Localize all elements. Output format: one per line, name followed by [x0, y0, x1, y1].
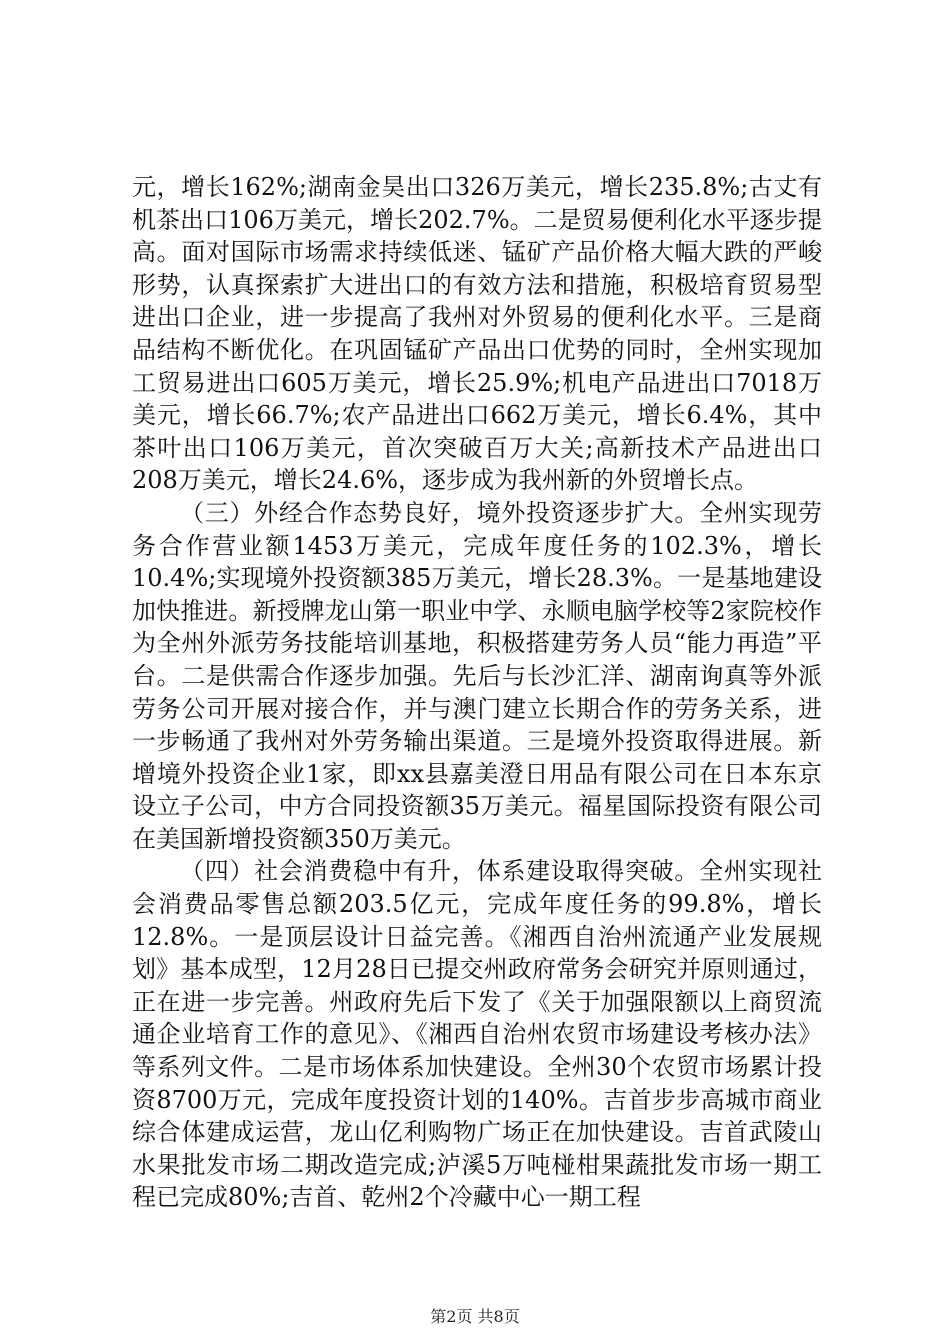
paragraph-foreign-trade: 元，增长162%;湖南金昊出口326万美元，增长235.8%;古丈有机茶出口106万美元，增长202.7%。二是贸易便利化水平逐步提高。面对国际市场需求持续低迷、锰矿产品价格大幅大跌的严峻形势，认真探索扩大进出口的有效方法和措施，积极培育贸易型进出口企业，进一步提高了我州对外贸易的便利化水平。三是商品结构不断优化。在巩固锰矿产品出口优势的同时，全州实现加工贸易进出口605万美元，增长25.9%;机电产品进出口7018万美元，增长66.7%;农产品进出口662万美元，增长6.4%，其中茶叶出口106万美元，首次突破百万大关;高新技术产品进出口208万美元，增长24.6%，逐步成为我州新的外贸增长点。	[132, 173, 822, 495]
page-footer: 第2页 共8页	[430, 1307, 520, 1326]
body-text	[132, 171, 822, 1214]
paragraph-section-four: （四）社会消费稳中有升，体系建设取得突破。全州实现社会消费品零售总额203.5亿元，完成年度任务的99.8%，增长12.8%。一是顶层设计日益完善。《湘西自治州流通产业发展规划》基本成型，12月28日已提交州政府常务会研究并原则通过，正在进一步完善。州政府先后下发了《关于加强限额以上商贸流通企业培育工作的意见》、《湘西自治州农贸市场建设考核办法》等系列文件。二是市场体系加快建设。全州30个农贸市场累计投资8700万元，完成年度投资计划的140%。吉首步步高城市商业综合体建成运营，龙山亿利购物广场正在加快建设。吉首武陵山水果批发市场二期改造完成;泸溪5万吨椪柑果蔬批发市场一期工程已完成80%;吉首、乾州2个冷藏中心一期工程	[132, 857, 822, 1212]
paragraph-section-three: （三）外经合作态势良好，境外投资逐步扩大。全州实现劳务合作营业额1453万美元，完成年度任务的102.3%，增长10.4%;实现境外投资额385万美元，增长28.3%。一是基地建设加快推进。新授牌龙山第一职业中学、永顺电脑学校等2家院校作为全州外派劳务技能培训基地，积极搭建劳务人员“能力再造”平台。二是供需合作逐步加强。先后与长沙汇洋、湖南询真等外派劳务公司开展对接合作，并与澳门建立长期合作的劳务关系，进一步畅通了我州对外劳务输出渠道。三是境外投资取得进展。新增境外投资企业1家，即xx县嘉美澄日用品有限公司在日本东京设立子公司，中方合同投资额35万美元。福星国际投资有限公司在美国新增投资额350万美元。	[132, 498, 822, 853]
